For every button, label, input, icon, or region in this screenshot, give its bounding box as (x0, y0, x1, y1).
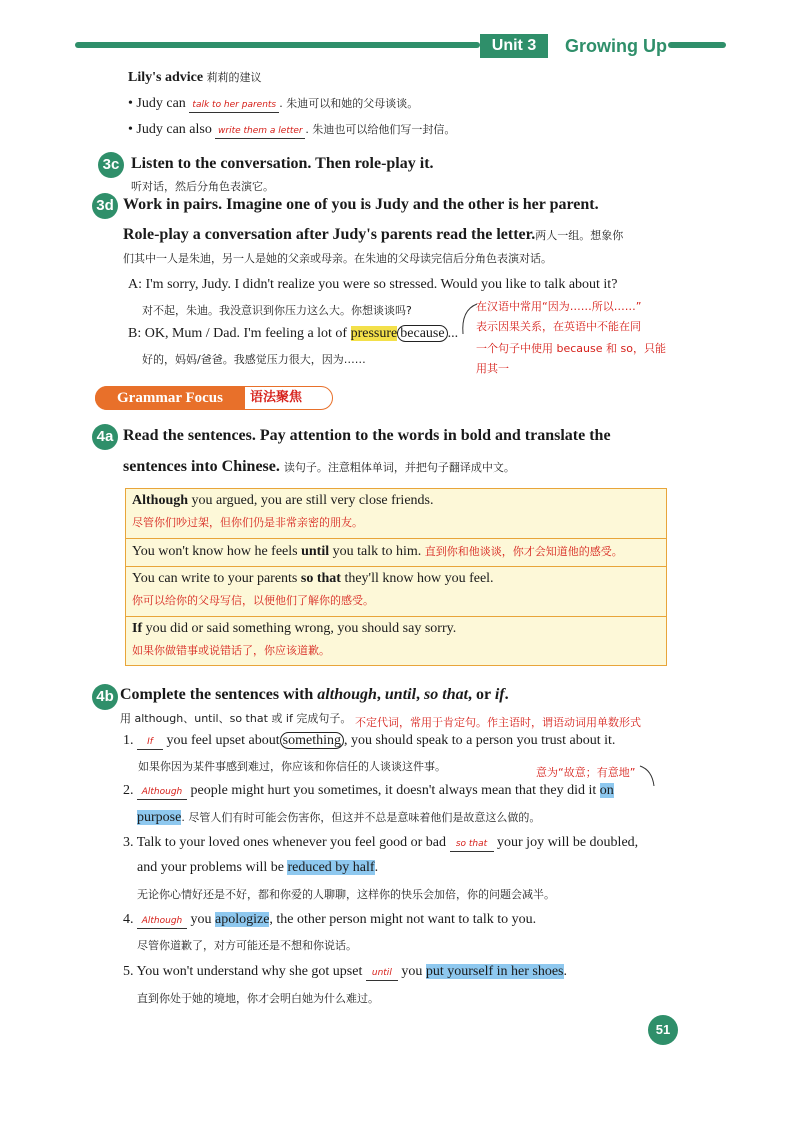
unit-title: Growing Up (565, 36, 667, 56)
advice-fill-2: write them a letter (215, 125, 305, 139)
task-4b-instruction: Complete the sentences with although, until, so that, or if. (120, 686, 509, 703)
badge-4a: 4a (92, 424, 118, 450)
page-number: 51 (648, 1015, 678, 1045)
advice-fill-1: talk to her parents (189, 99, 279, 113)
table-row: Although you argued, you are still very close friends. 尽管你们吵过架，但你们仍是非常亲密的朋友。 (126, 489, 666, 539)
dialogue-b: B: OK, Mum / Dad. I'm feeling a lot of pressure because ... (128, 326, 459, 341)
task-3c-instruction: Listen to the conversation. Then role-play it. (131, 155, 434, 172)
table-row: You can write to your parents so that they'll know how you feel. 你可以给你的父母写信，以便他们了解你的感受。 (126, 567, 666, 617)
table-row: If you did or said something wrong, you should say sorry. 如果你做错事或说错话了，你应该道歉。 (132, 621, 457, 657)
annotation-arrow-2 (636, 764, 660, 788)
sentence-1: 1. If you feel upset about something , you should speak to a person you trust about it. (123, 733, 616, 748)
sentence-1-cn: 如果你因为某件事感到难过，你应该和你信任的人谈谈这件事。 (138, 760, 446, 773)
highlight-apologize: apologize (215, 912, 270, 927)
table-row: You won't know how he feels until you talk to him. 直到你和他谈谈，你才会知道他的感受。 (126, 539, 666, 567)
sentence-4-cn: 尽管你道歉了，对方可能还是不想和你说话。 (137, 939, 357, 952)
task-4a-line-1: Read the sentences. Pay attention to the words in bold and translate the (123, 427, 611, 444)
sentence-4: 4. Although you apologize, the other person might not want to talk to you. (123, 912, 537, 927)
task-3d-cn: 们其中一人是朱迪，另一人是她的父亲或母亲。在朱迪的父母读完信后分角色表演对话。 (123, 252, 552, 265)
note-on-purpose: 意为“故意；有意地” (536, 766, 636, 779)
advice-line-2: • Judy can also write them a letter . 朱迪也可以给他们写一封信。 (128, 122, 456, 137)
badge-3d: 3d (92, 193, 118, 219)
blank-4: Although (137, 915, 187, 929)
sentence-3: 3. Talk to your loved ones whenever you feel good or bad so that your joy will be doubled, (123, 835, 639, 850)
blank-1: If (137, 736, 163, 750)
sentence-3-cn: 无论你心情好还是不好，都和你爱的人聊聊，这样你的快乐会加倍，你的问题会减半。 (137, 888, 555, 901)
advice-line-1: • Judy can talk to her parents . 朱迪可以和她的父母谈谈。 (128, 96, 419, 111)
header-rule-right (668, 42, 726, 48)
blank-3: so that (450, 838, 494, 852)
task-3d-line-2: Role-play a conversation after Judy's parents read the letter.两人一组。想象你 (123, 226, 624, 243)
dialogue-a-cn: 对不起，朱迪。我没意识到你压力这么大。你想谈谈吗? (142, 304, 412, 317)
note-because-2: 表示因果关系，在英语中不能在同 (476, 320, 641, 333)
sentence-5: 5. You won't understand why she got upset until you put yourself in her shoes. (123, 964, 568, 979)
sentence-2: 2. Although people might hurt you sometimes, it doesn't always mean that they did it on (123, 783, 614, 798)
dialogue-a: A: I'm sorry, Judy. I didn't realize you were so stressed. Would you like to talk about it? (128, 277, 618, 292)
task-3c-cn: 听对话，然后分角色表演它。 (131, 180, 274, 193)
note-because-3: 一个句子中使用 because 和 so，只能 (476, 342, 666, 355)
note-something: 不定代词，常用于肯定句。作主语时，谓语动词用单数形式 (355, 716, 641, 729)
task-4a-line-2: sentences into Chinese. 读句子。注意粗体单词，并把句子翻译成中文。 (123, 458, 515, 475)
note-because-1: 在汉语中常用“因为……所以……” (476, 300, 642, 313)
task-3d-line-1: Work in pairs. Imagine one of you is Judy and the other is her parent. (123, 196, 599, 213)
highlight-pressure: pressure (350, 326, 398, 341)
highlight-put-yourself: put yourself in her shoes (425, 964, 564, 979)
unit-label: Unit 3 (480, 34, 548, 58)
advice-title: Lily's advice 莉莉的建议 (128, 70, 262, 85)
blank-5: until (366, 967, 398, 981)
task-4b-cn: 用 although、until、so that 或 if 完成句子。 (120, 712, 352, 725)
grammar-focus-cn: 语法聚焦 (250, 390, 303, 405)
blank-2: Although (137, 786, 187, 800)
header-rule (75, 42, 480, 48)
badge-4b: 4b (92, 684, 118, 710)
dialogue-b-cn: 好的，妈妈/爸爸。我感觉压力很大，因为…… (142, 353, 366, 366)
sentence-5-cn: 直到你处于她的境地，你才会明白她为什么难过。 (137, 992, 379, 1005)
highlight-reduced-by-half: reduced by half (287, 860, 375, 875)
circled-something: something (280, 732, 344, 749)
badge-3c: 3c (98, 152, 124, 178)
sentence-2-cont: purpose. 尽管人们有时可能会伤害你，但这并不总是意味着他们是故意这么做的。 (137, 810, 541, 825)
grammar-table (125, 488, 667, 666)
note-because-4: 用其一 (476, 362, 509, 375)
grammar-focus-label: Grammar Focus (95, 386, 245, 410)
highlight-purpose: purpose (137, 810, 182, 825)
circled-because: because (397, 325, 447, 342)
sentence-3-cont: and your problems will be reduced by half. (137, 860, 379, 875)
